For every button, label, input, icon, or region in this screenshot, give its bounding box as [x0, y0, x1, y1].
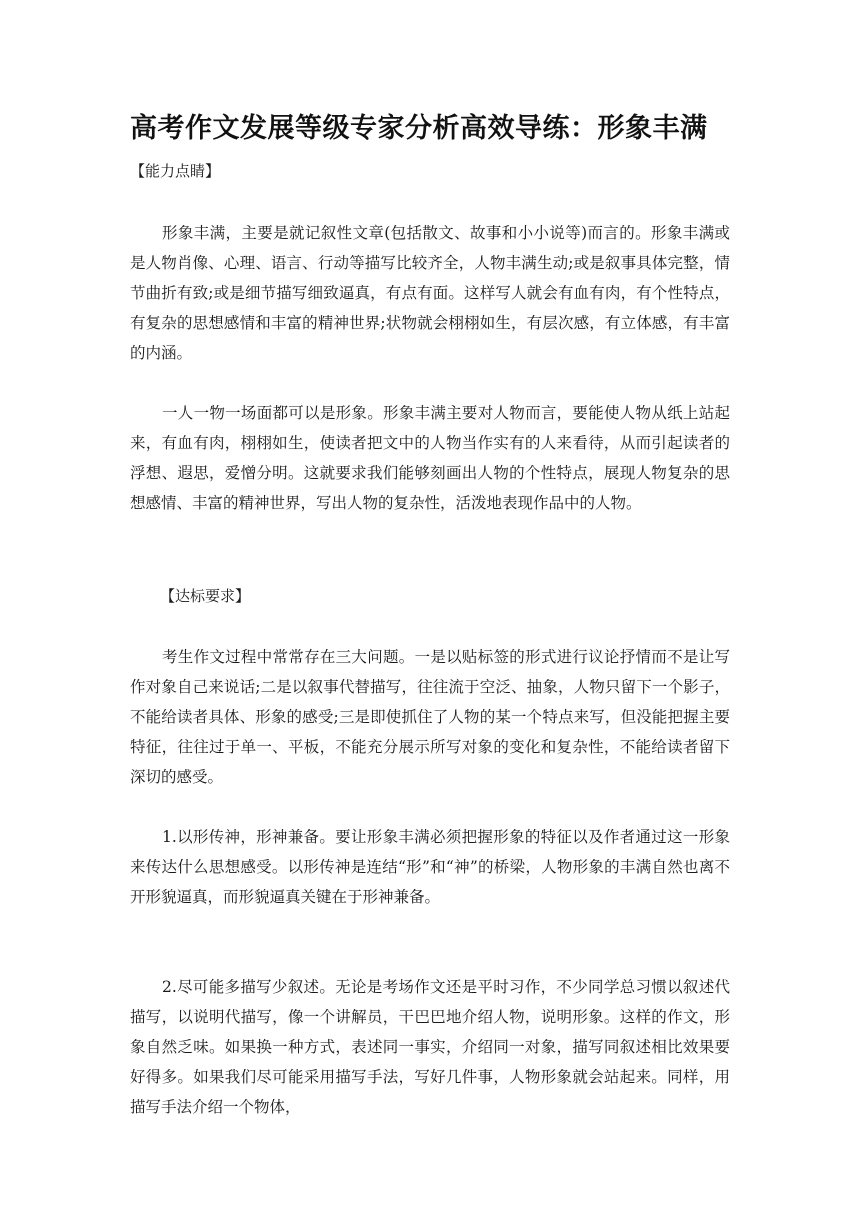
section-heading-requirements: 【达标要求】	[160, 587, 251, 605]
paragraph-5: 2.尽可能多描写少叙述。无论是考场作文还是平时习作，不少同学总习惯以叙述代描写，以说明代描写，像一个讲解员，干巴巴地介绍人物，说明形象。这样的作文，形象自然乏味。如果换一种方式，表述同一事实，介绍同一对象，描写同叙述相比效果要好得多。如果我们尽可能采用描写手法，写好几件事，人物形象就会站起来。同样，用描写手法介绍一个物体，	[130, 978, 730, 1116]
section-heading-ability: 【能力点睛】	[130, 162, 221, 180]
paragraph-4: 1.以形传神，形神兼备。要让形象丰满必须把握形象的特征以及作者通过这一形象来传达什么思想感受。以形传神是连结“形”和“神”的桥梁，人物形象的丰满自然也离不开形貌逼真，而形貌逼真关键在于形神兼备。	[130, 828, 730, 906]
paragraph-2: 一人一物一场面都可以是形象。形象丰满主要对人物而言，要能使人物从纸上站起来，有血有肉，栩栩如生，使读者把文中的人物当作实有的人来看待，从而引起读者的浮想、遐思，爱憎分明。这就要求我们能够刻画出人物的个性特点，展现人物复杂的思想感情、丰富的精神世界，写出人物的复杂性，活泼地表现作品中的人物。	[130, 404, 730, 512]
paragraph-3: 考生作文过程中常常存在三大问题。一是以贴标签的形式进行议论抒情而不是让写作对象自己来说话;二是以叙事代替描写，往往流于空泛、抽象，人物只留下一个影子，不能给读者具体、形象的感受;三是即使抓住了人物的某一个特点来写，但没能把握主要特征，往往过于单一、平板，不能充分展示所写对象的变化和复杂性，不能给读者留下深切的感受。	[130, 648, 730, 786]
paragraph-1: 形象丰满，主要是就记叙性文章(包括散文、故事和小小说等)而言的。形象丰满或是人物肖像、心理、语言、行动等描写比较齐全，人物丰满生动;或是叙事具体完整，情节曲折有致;或是细节描写细致逼真，有点有面。这样写人就会有血有肉，有个性特点，有复杂的思想感情和丰富的精神世界;状物就会栩栩如生，有层次感，有立体感，有丰富的内涵。	[130, 224, 730, 362]
document-title: 高考作文发展等级专家分析高效导练：形象丰满	[130, 113, 708, 144]
